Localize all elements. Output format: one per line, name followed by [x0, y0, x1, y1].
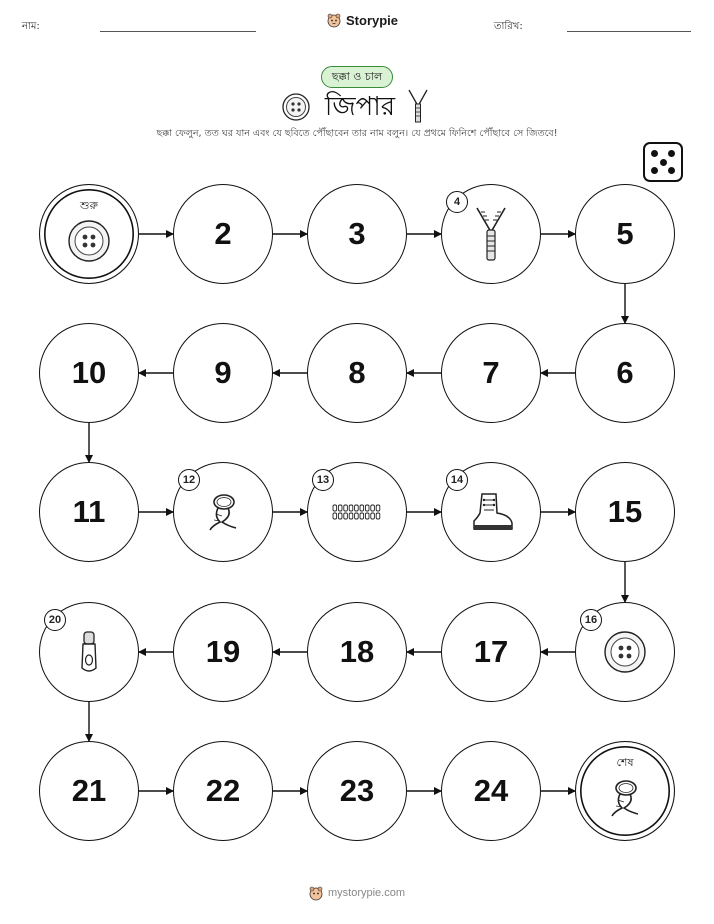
cell-number: 6 — [616, 355, 634, 390]
cell-number: 11 — [72, 494, 106, 529]
board-cell-17 — [441, 602, 541, 702]
cell-number-badge: 20 — [44, 609, 66, 631]
cell-number: 23 — [339, 773, 375, 808]
board-cell-10 — [39, 323, 139, 423]
board-cell-18 — [307, 602, 407, 702]
end-label: শেষ — [616, 756, 634, 769]
cell-number: 10 — [71, 355, 107, 390]
board-cell-9 — [173, 323, 273, 423]
cell-number-badge: 14 — [446, 469, 468, 491]
board-cell-11 — [39, 462, 139, 562]
board-cell-16 — [575, 602, 675, 702]
board-cell-3 — [307, 184, 407, 284]
board-cell-23 — [307, 741, 407, 841]
cell-number: 3 — [348, 216, 366, 251]
board-cell-14 — [441, 462, 541, 562]
board-cell-20 — [39, 602, 139, 702]
board-cell-13 — [307, 462, 407, 562]
cell-number-badge: 13 — [312, 469, 334, 491]
start-cell — [39, 184, 139, 284]
name-label: নাম: — [22, 21, 40, 32]
zipper-pull-icon — [78, 630, 100, 674]
instructions: ছক্কা ফেলুন, তত ঘর যান এবং যে ছবিতে পৌঁছাবেন তার নাম বলুন। যে প্রথমে ফিনিশে পৌঁছাবে সে জিতবে! — [156, 128, 558, 139]
cell-number: 21 — [71, 773, 107, 808]
brand-name: Storypie — [346, 12, 399, 28]
board-cell-21 — [39, 741, 139, 841]
button-icon — [602, 629, 648, 675]
board-cell-19 — [173, 602, 273, 702]
cell-number: 18 — [339, 634, 375, 669]
end-cell — [575, 741, 675, 841]
zipper-icon — [474, 206, 508, 262]
cell-number-badge: 4 — [446, 191, 468, 213]
cell-number-badge: 12 — [178, 469, 200, 491]
board-cell-6 — [575, 323, 675, 423]
rope-icon — [608, 778, 642, 818]
board-cell-24 — [441, 741, 541, 841]
board-cell-4 — [441, 184, 541, 284]
zipper-teeth-icon — [331, 502, 383, 522]
board-cell-22 — [173, 741, 273, 841]
date-label: তারিখ: — [494, 21, 523, 32]
game-type-badge: ছক্কা ও চাল — [321, 66, 393, 88]
cell-number: 7 — [482, 355, 500, 390]
board-cell-5 — [575, 184, 675, 284]
rope-icon — [206, 492, 240, 532]
board-cell-2 — [173, 184, 273, 284]
board-cell-7 — [441, 323, 541, 423]
cell-number: 22 — [205, 773, 241, 808]
cell-number: 5 — [616, 216, 634, 251]
cell-number: 24 — [473, 773, 509, 808]
start-label: শুরু — [80, 199, 98, 212]
page-title: জিপার — [324, 92, 396, 122]
cell-number-badge: 16 — [580, 609, 602, 631]
board-cell-12 — [173, 462, 273, 562]
button-icon — [66, 218, 112, 264]
cell-number: 9 — [214, 355, 232, 390]
cell-number: 17 — [473, 634, 509, 669]
footer — [308, 885, 405, 901]
cell-number: 2 — [214, 216, 232, 251]
mascot-icon — [308, 885, 324, 901]
cell-number: 15 — [607, 494, 643, 529]
board-cell-8 — [307, 323, 407, 423]
boot-icon — [468, 491, 514, 533]
cell-number: 19 — [205, 634, 241, 669]
board-cell-15 — [575, 462, 675, 562]
cell-number: 8 — [348, 355, 366, 390]
footer-site: mystorypie.com — [328, 887, 406, 899]
